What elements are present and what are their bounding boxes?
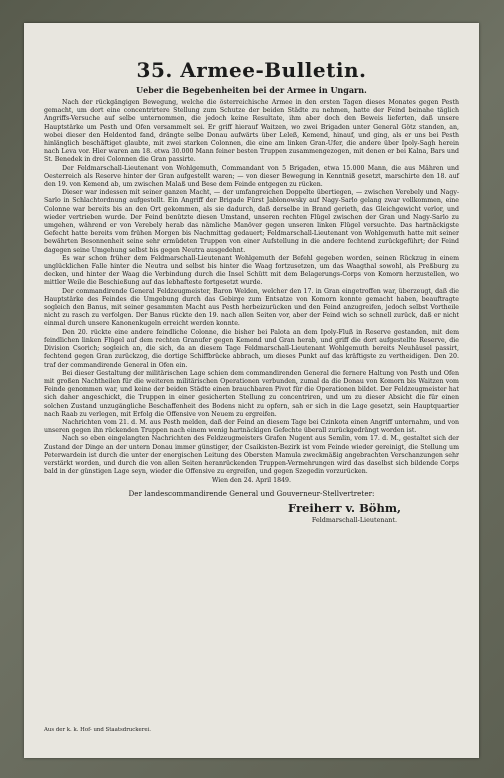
date-line: Wien den 24. April 1849.: [211, 477, 292, 485]
printer-imprint: Aus der k. k. Hof- und Staatsdruckerei.: [44, 727, 151, 733]
signature-rank: Feldmarschall-Lieutenant.: [311, 515, 397, 524]
paragraph-9: Nach so eben eingelangten Nachrichten des Feldzeugmeisters Grafen Nugent aus Semlin, vom 17. d. M., gestaltet sich der Zustand der Dinge an der untern Donau immer günstiger, der Csaikisten-Bezirk ist vom Feinde wieder gereinigt, die Stellung um Peterwardein ist durch die unter der energischen Leitung des Obersten Mamula zweckmäßig angebrachten Verschanzungen sehr verstärkt worden, und durch die von allen Seiten heranrückenden Truppen-Vermehrungen wird das daselbst sich bildende Corps bald in der günstigen Lage seyn, wieder die Offensive zu ergreifen, und gegen Szegedin vorzurücken.: [44, 435, 459, 476]
paragraph-7: Bei dieser Gestaltung der militärischen Lage schien dem commandirenden General die fernere Haltung von Pesth und Ofen mit großen Nachtheilen für die weiteren militärischen Operationen verbunden, zumal da die Donau von Komorn bis Waitzen vom Feinde genommen war, und keine der beiden Städte einen brauchbaren Pivot für die Operationen bildet. Der Feldzeugmeister hat sich daher angeschickt, die Truppen in einer gesicherten Stellung zu concentriren, und um zu dieser Absicht die für einen solchen Zustand unzugängliche Beschaffenheit des Bodens nicht zu opfern, sah er sich in die Lage gesetzt, sein Hauptquartier nach Raab zu verlegen, mit Erfolg die Offensive von Neuem zu ergreifen.: [44, 369, 459, 418]
paragraph-1: Nach der rückgängigen Bewegung, welche die österreichische Armee in den ersten Tagen dieses Monates gegen Pesth gemacht, um dort eine concentrirtere Stellung zum Schutze der beiden Städte zu nehmen, hatte der Feind beinahe täglich Angriffs-Versuche auf selbe unternommen, die jedoch keine Resultate, ihm aber doch den Beweis lieferten, daß unsere Hauptstärke um Pesth und Ofen versammelt sei. Er griff hierauf Waitzen, wo zwei Brigaden unter General Götz standen, an, wobei dieser den Heldentod fand, drängte selbe Donau aufwärts über Leleß, Kemend, hinauf, und ging, als er uns bei Pesth hinlänglich beschäftiget glaubte, mit zwei starken Colonnen, die eine am linken Gran-Ufer, die andere über Ipoly-Sagh herein nach Leva vor. Hier waren am 18. etwa 30.000 Mann feiner besten Truppen zusammengezogen, mit denen er bei Kalna, Bars und St. Benedek in drei Colonnen die Gran passirte.: [44, 99, 459, 164]
paragraph-8: Nachrichten vom 21. d. M. aus Pesth melden, daß der Feind an diesem Tage bei Czinkota einen Angriff unternahm, und von unseren gegen ihn rückenden Truppen nach einem wenig hartnäckigen Gefechte überall zurückgedrängt worden ist.: [44, 418, 459, 435]
closing-line: Der landescommandirende General und Gouverneur-Stellvertreter:: [128, 488, 375, 498]
paragraph-2: Der Feldmarschall-Lieutenant von Wohlgemuth, Commandant von 5 Brigaden, etwa 15.000 Mann, die aus Mähren und Oesterreich als Reserve hinter der Gran aufgestellt waren; — von dieser Bewegung in Kenntniß gesetzt, marschirte den 18. auf den 19. von Kemend ab, um zwischen Malaß und Bese dem Feinde entgegen zu rücken.: [44, 164, 459, 189]
bulletin-sheet: [24, 23, 479, 758]
paragraph-5: Der commandirende General Feldzeugmeister, Baron Welden, welcher den 17. in Gran eingetroffen war, überzeugt, daß die Hauptstärke des Feindes die Umgebung durch das Gebirge zum Entsatze von Komorn konnte gemacht haben, beauftragte sogleich den Banus, mit seiner gesammten Macht aus Pesth herbeizurücken und den Feind anzugreifen, jedoch selbst Vortheile nicht zu rasch zu verfolgen. Der Banus rückte den 19. nach allen Seiten vor, aber der Feind wich so schnell zurück, daß er nicht einmal durch unsere Kanonenkugeln erreicht werden konnte.: [44, 287, 459, 328]
paragraph-3: Dieser war indessen mit seiner ganzen Macht, — der umfangreichen Doppelte übertiegen, — zwischen Verebely und Nagy-Sarlo in Schlachtordnung aufgestellt. Ein Angriff der Brigade Fürst Jablonowsky auf Nagy-Sarlo gelang zwar vollkommen, eine Colonne war bereits bis an den Ort gekommen, als sie dadurch, daß derselbe in Brand gerieth, das Gleichgewicht verlor, und wieder vertrieben wurde. Der Feind benützte diesen Umstand, unseren rechten Flügel zwischen der Gran und Nagy-Sarlo zu umgehen, während er von Verebely herab das nämliche Manöver gegen unseren linken Flügel versuchte. Das hartnäckigste Gefecht hatte bereits vom frühen Morgen bis Nachmittag gedauert; Feldmarschall-Lieutenant von Wohlgemuth hatte mit seiner bewährten Besonnenheit seine sehr ermüdeten Truppen von einer Aufstellung in die andere fechtend zurückgeführt; der Feind dagegen seine Umgehung selbst bis gegen Neutra ausgedehnt.: [44, 189, 459, 254]
paragraph-4: Es war schon früher dem Feldmarschall-Lieutenant Wohlgemuth der Befehl gegeben worden, seinen Rückzug in einem unglücklichen Falle hinter die Neutra und selbst bis hinter die Waag fortzusetzen, um das Waagthal sowohl, als Preßburg zu decken, und hinter der Waag die Verbindung durch die Insel Schütt mit dem Belagerungs-Corps von Komorn herzustellen, wo mittler Weile die Beschießung auf das lebhafteste fortgesetzt wurde.: [44, 254, 459, 287]
signature: Freiherr v. Böhm,: [288, 500, 401, 515]
paragraph-6: Den 20. rückte eine andere feindliche Colonne, die bisher bei Palota an dem Ipoly-Fluß in Reserve gestanden, mit dem feindlichen linken Flügel auf dem rechten Granufer gegen Kemend und Gran herab, und griff die dort aufgestellte Reserve, die Division Csorich; sogleich an, die sich, da an diesem Tage Feldmarschall-Lieutenant Wohlgemuth bereits Neuhäusel passirt, fechtend gegen Gran zurückzog, die dortige Schiffbrücke abbrach, um dieses Punkt auf das kräftigste zu vertheidigen. Den 20. traf der commandirende General in Ofen ein.: [44, 328, 459, 369]
bulletin-title: 35. Armee-Bulletin.: [136, 58, 367, 82]
bulletin-subtitle: Ueber die Begebenheiten bei der Armee in Ungarn.: [136, 85, 367, 95]
